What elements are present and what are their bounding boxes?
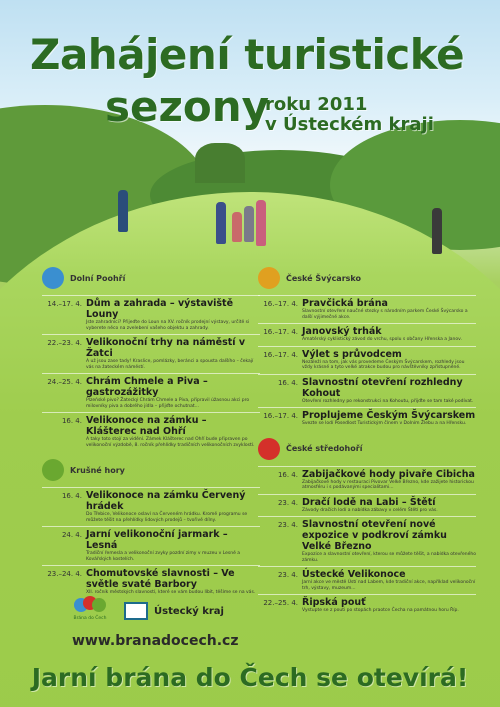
event-date: 16. 4. xyxy=(277,378,298,387)
event-date: 23. 4. xyxy=(277,571,298,579)
subtitle-line2: v Ústeckém kraji xyxy=(265,114,434,135)
hiker-figure xyxy=(232,212,242,242)
event-date: 16.–17. 4. xyxy=(263,350,298,359)
event-name: Jarní velikonoční jarmark – Lesná xyxy=(86,529,228,551)
event-name: Výlet s průvodcem xyxy=(302,348,402,360)
ustecky-kraj-emblem-icon xyxy=(124,602,148,620)
event-date: 14.–17. 4. xyxy=(47,300,82,308)
event-name: Zabijačkové hody pivaře Cibicha xyxy=(302,468,475,480)
subtitle-line1: roku 2011 xyxy=(265,94,368,115)
region-header xyxy=(42,457,260,483)
event-date: 16.–17. 4. xyxy=(263,412,298,420)
cyclist-figure xyxy=(118,190,128,232)
slogan: Jarní brána do Čech se otevírá! xyxy=(31,663,469,692)
region-header xyxy=(42,265,260,291)
subtitle xyxy=(265,95,434,135)
right-panel xyxy=(258,265,476,665)
event-desc: Jste zahradníci? Přijeďte do Loun na XV. ročník prodejní výstavy, určitě si vyberete něco na zvelebení vašeho objektu a zahrady. xyxy=(86,320,250,331)
event-date: 24. 4. xyxy=(61,531,82,539)
event-item xyxy=(258,566,476,594)
event-desc: Vystupte se z pouti po stopách praotce Čecha na památnou horu Říp. xyxy=(302,608,459,613)
region-name: Dolní Poohří xyxy=(70,273,126,283)
event-name: Dračí lodě na Labi – Štětí xyxy=(302,496,436,508)
event-date: 16. 4. xyxy=(277,470,298,479)
mountain-peak xyxy=(195,143,245,183)
event-item xyxy=(42,334,260,373)
event-item xyxy=(42,295,260,334)
event-name: Chrám Chmele a Piva – gastrozážitky xyxy=(86,376,208,398)
cyclist-figure xyxy=(432,208,442,254)
event-item xyxy=(258,516,476,566)
event-name: Slavnostní otevření rozhledny Kohout xyxy=(302,376,463,399)
region-name: České středohoří xyxy=(286,444,363,453)
event-date: 16.–17. 4. xyxy=(263,328,298,336)
event-date: 16. 4. xyxy=(61,492,82,500)
event-item xyxy=(258,494,476,517)
event-desc: Jarní akce ve městě Ústí nad Labem, kde tradiční akce, například velikonoční trh, výstavy, muzeum... xyxy=(302,580,476,591)
ustecky-kraj-logo xyxy=(124,602,224,620)
event-item xyxy=(258,346,476,374)
event-desc: Otevření rozhledny po rekonstrukci na Kohoutu, přijďte se tam také podívat. xyxy=(302,398,474,404)
event-name: Ústecké Velikonoce xyxy=(302,569,406,580)
event-item xyxy=(258,594,476,617)
hiker-figure xyxy=(216,202,226,244)
event-desc: Amatérský cyklistický závod do vrchu, spolu s občany Hřenska a Janov. xyxy=(302,337,462,342)
event-name: Velikonoce na zámku Červený hrádek xyxy=(86,490,246,512)
title-line2: sezony xyxy=(105,82,270,131)
event-name: Slavnostní otevření nové expozice v podkroví zámku Velké Březno xyxy=(302,519,447,552)
region-name: České Švýcarsko xyxy=(286,273,362,283)
event-name: Pravčická brána xyxy=(302,298,388,309)
event-desc: Expozice a slavnostní otevření, kterou se můžete těšit, a nabídka otevřeného zámku. xyxy=(302,552,477,563)
event-date: 24.–25. 4. xyxy=(47,378,82,386)
event-desc: Nezáleží na tom, jak vás provedeme Českým Švýcarskem, rozhledy jsou vždy krásné a tyto velké atrakce budou pro návštěvníky zpřístupněné. xyxy=(302,359,465,370)
brana-do-cech-logo xyxy=(70,596,110,626)
region-logo-icon xyxy=(42,459,64,481)
hiker-figure xyxy=(256,200,266,246)
region-header xyxy=(258,265,476,291)
event-date: 16.–17. 4. xyxy=(263,300,298,308)
event-name: Chomutovské slavnosti – Ve světle svaté Barbory xyxy=(86,568,235,590)
event-name: Velikonoční trhy na náměstí v Žatci xyxy=(86,337,246,359)
event-desc: A taky toto stojí za vidění. Zámek Klášterec nad Ohří bude připraven po velikonoční výzdobě, 8. ročník přehlídky tradičních velikonočních zvyklostí. xyxy=(86,437,255,448)
event-item xyxy=(258,466,476,494)
event-desc: Svezte se lodí Posedlost Turistickým čínem v Dolním Žlebu a na Hřensku. xyxy=(302,421,467,426)
event-name: Proplujeme Českým Švýcarskem xyxy=(302,410,476,421)
event-item xyxy=(258,374,476,408)
event-name: Dům a zahrada – výstaviště Louny xyxy=(86,298,234,320)
event-date: 22.–25. 4. xyxy=(263,599,298,607)
event-desc: Do Třebice, Velikonoce oslaví na Červeném hrádku. Kromě programu se můžete těšit na přehlídky lidových prodejů – tvořivé dílny. xyxy=(86,512,248,523)
event-item xyxy=(42,565,260,599)
event-item xyxy=(42,373,260,412)
event-date: 23.–24. 4. xyxy=(47,570,82,578)
brana-logo-text: Brána do Čech xyxy=(73,616,107,621)
website-link[interactable]: www.branadocech.cz xyxy=(72,633,239,649)
event-item xyxy=(258,295,476,323)
region-header xyxy=(258,436,476,462)
region-logo-icon xyxy=(258,438,280,460)
event-item xyxy=(42,526,260,565)
event-item xyxy=(258,407,476,430)
event-name: Řipská pouť xyxy=(302,597,366,608)
event-date: 23. 4. xyxy=(277,521,298,529)
event-desc: Tradiční řemesla a velikonoční zvyky pozdní zimy v muzeu v Lesné a Kovářských kostelích. xyxy=(86,551,241,562)
event-date: 23. 4. xyxy=(277,498,298,507)
event-item xyxy=(258,323,476,346)
event-desc: Závody dračích lodí a nabídka zábavy v celém Štětí pro vás. xyxy=(302,507,438,513)
event-desc: Plzeňské pivo? Žatecký Chrám Chmele a Piva, připravil úžasnou akci pro milovníky piva a dobrého jídla – přijďte ochutnat... xyxy=(86,398,250,409)
event-item xyxy=(42,412,260,451)
ustecky-kraj-text: Ústecký kraj xyxy=(154,605,224,617)
event-item xyxy=(42,487,260,526)
region-logo-icon xyxy=(42,267,64,289)
event-date: 16. 4. xyxy=(61,417,82,425)
event-date: 22.–23. 4. xyxy=(47,339,82,347)
footer-logos xyxy=(70,596,224,626)
event-name: Janovský trhák xyxy=(302,326,382,337)
event-desc: XII. ročník městských slavností, které se vám budou líbit, těšíme se na vás. xyxy=(86,590,256,595)
hiker-figure xyxy=(244,206,254,242)
region-name: Krušné hory xyxy=(70,465,125,475)
event-desc: Zabijačkové hody v restauraci Pivovar Velké Březno, kde zažijete historickou atmosféru i s podávanými specialitami... xyxy=(302,479,474,490)
event-desc: A už jsou zase tady! Kraslice, pomlázky, beránci a spousta dalšího – čekají vás na žateckém náměstí. xyxy=(86,359,254,370)
region-logo-icon xyxy=(258,267,280,289)
title-line1: Zahájení turistické xyxy=(30,30,465,79)
event-desc: Slavnostní otevření naučné stezky s národním parkem České Švýcarsko a další výjimečné akce. xyxy=(302,309,468,320)
event-name: Velikonoce na zámku – Klášterec nad Ohří xyxy=(86,415,207,437)
